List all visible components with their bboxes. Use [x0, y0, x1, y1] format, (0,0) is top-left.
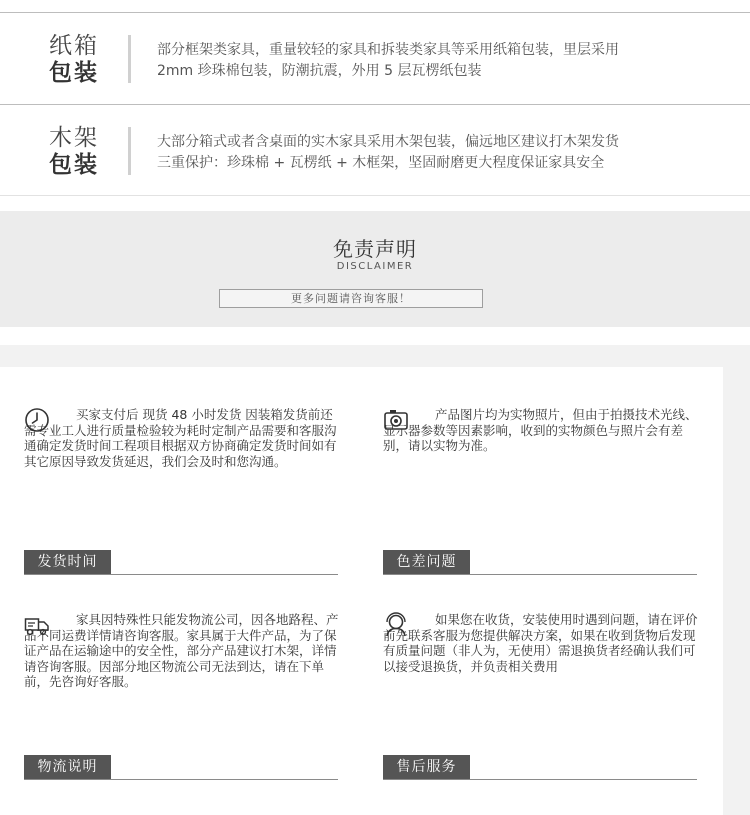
wooden-frame-packaging-section [0, 104, 750, 196]
carton-title-line1: 纸箱 [49, 33, 99, 59]
wooden-packaging-text [157, 132, 717, 174]
disclaimer-banner [0, 211, 750, 327]
carton-packaging-title [40, 33, 108, 87]
carton-divider [128, 35, 131, 83]
logistics-text: 家具因特殊性只能发物流公司，因各地路程、产品不同运费详情请咨询客服。家具属于大件产品，为了保证产品在运输途中的安全性，部分产品建议打木架，详情请咨询客服。因部分地区物流公司无法到达，请在下单前，先咨询好客服。 [24, 612, 339, 690]
disclaimer-subtitle: DISCLAIMER [336, 261, 414, 272]
carton-text-line1: 部分框架类家具，重量较轻的家具和拆装类家具等采用纸箱包装，里层采用 [157, 42, 619, 58]
contact-service-note: 更多问题请咨询客服！ [219, 289, 483, 308]
color-difference-text: 产品图片均为实物照片，但由于拍摄技术光线、显示器参数等因素影响，收到的实物颜色与照片会有差别，请以实物为准。 [383, 407, 698, 454]
wooden-title-line2: 包装 [49, 152, 99, 178]
after-sales-text: 如果您在收货，安装使用时遇到问题，请在评价前先联系客服为您提供解决方案，如果在收到货物后发现有质量问题（非人为，无使用）需退换货者经确认我们可以接受退换货，并负责相关费用 [383, 612, 698, 674]
carton-packaging-section [0, 12, 750, 104]
wooden-text-line1: 大部分箱式或者含桌面的实木家具采用木架包装，偏远地区建议打木架发货 [157, 134, 619, 150]
after-sales-rule [383, 779, 697, 780]
logistics-rule [24, 779, 338, 780]
shipping-time-label: 发货时间 [24, 550, 111, 575]
carton-title-line2: 包装 [49, 60, 99, 86]
info-area [0, 345, 750, 815]
disclaimer-title: 免责声明 [333, 237, 417, 261]
carton-text-line2: 2mm 珍珠棉包装，防潮抗震，外用 5 层瓦楞纸包装 [157, 63, 482, 79]
color-difference-label: 色差问题 [383, 550, 470, 575]
wooden-packaging-title [40, 125, 108, 179]
wooden-divider [128, 127, 131, 175]
logistics-label: 物流说明 [24, 755, 111, 780]
color-difference-rule [383, 574, 697, 575]
wooden-text-line2: 三重保护：珍珠棉 + 瓦楞纸 + 木框架，坚固耐磨更大程度保证家具安全 [157, 155, 605, 171]
shipping-time-rule [24, 574, 338, 575]
wooden-title-line1: 木架 [49, 125, 99, 151]
shipping-time-text: 买家支付后 现货 48 小时发货 因装箱发货前还需专业工人进行质量检验较为耗时定制产品需要和客服沟通确定发货时间工程项目根据双方协商确定发货时间如有其它原因导致发货延迟，我们会及时和您沟通。 [24, 407, 337, 469]
carton-packaging-text [157, 40, 717, 82]
after-sales-label: 售后服务 [383, 755, 470, 780]
info-card [0, 367, 723, 815]
